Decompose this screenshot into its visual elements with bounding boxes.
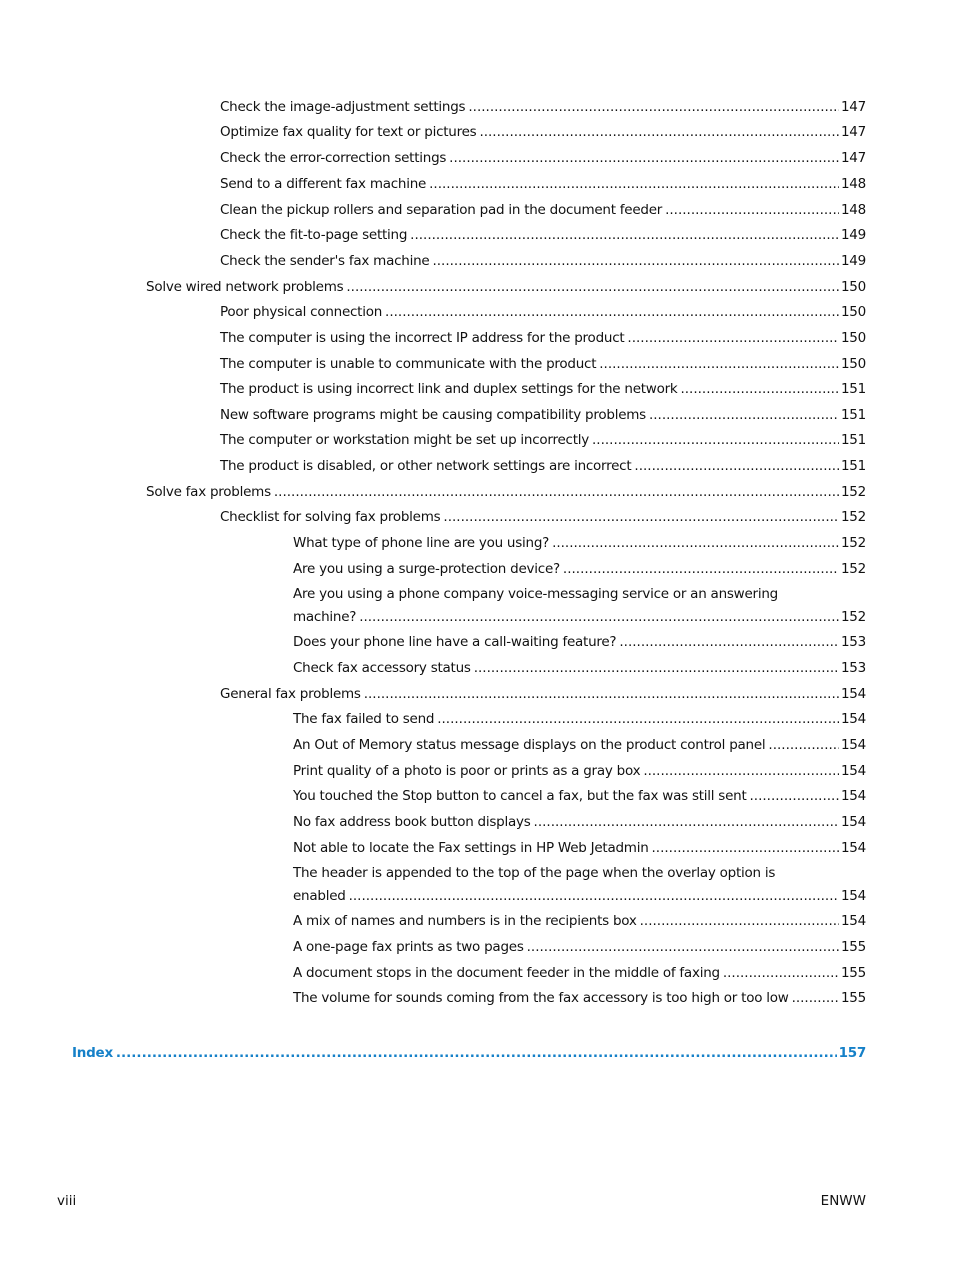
toc-entry-page-number: 154 [840,840,866,856]
dot-leader [723,962,839,985]
toc-entry-page-number: 151 [840,407,866,423]
toc-entry[interactable] [220,250,866,273]
toc-entry[interactable] [293,987,866,1010]
toc-entry-page-number: 148 [840,202,866,218]
toc-entry-title-line: The header is appended to the top of the page when the overlay option is [293,865,776,881]
toc-entry-title: No fax address book button displays [293,814,531,830]
toc-entry-page-number: 154 [840,913,866,929]
toc-entry[interactable] [293,811,866,834]
toc-entry-row [293,760,866,783]
dot-leader [649,404,839,427]
dot-leader [437,708,839,731]
toc-entry-page-number: 154 [840,888,866,904]
toc-entry-title: What type of phone line are you using? [293,535,550,551]
toc-entry-page-number: 155 [840,990,866,1006]
toc-entry[interactable] [220,429,866,452]
toc-entry-page-number: 153 [840,634,866,650]
toc-entry-row [146,481,866,504]
toc-entry-title: The product is using incorrect link and duplex settings for the network [220,381,678,397]
toc-entry-page-number: 152 [840,535,866,551]
toc-entry-row [220,455,866,478]
dot-leader [750,785,839,808]
toc-entry[interactable] [293,734,866,757]
toc-entry-row [293,910,866,933]
dot-leader [552,532,839,555]
toc-entry-row [220,301,866,324]
toc-entry-page-number: 151 [840,381,866,397]
toc-entry-page-number: 154 [840,686,866,702]
toc-entry-title: The volume for sounds coming from the fax accessory is too high or too low [293,990,789,1006]
dot-leader [627,327,839,350]
toc-entry-page-number: 153 [840,660,866,676]
toc-entry-title: The fax failed to send [293,711,435,727]
dot-leader [599,353,839,376]
toc-entry[interactable] [220,404,866,427]
toc-entry[interactable] [293,583,866,629]
toc-entry-title: Check fax accessory status [293,660,471,676]
toc-entry-row [293,532,866,555]
toc-entry-title: Check the error-correction settings [220,150,447,166]
dot-leader [274,481,839,504]
toc-entry-page-number: 155 [840,939,866,955]
toc-entry-title: Send to a different fax machine [220,176,427,192]
toc-entry-page-number: 150 [840,356,866,372]
dot-leader [359,606,839,629]
toc-entry-title: Poor physical connection [220,304,383,320]
toc-entry-row [220,506,866,529]
toc-entry-row [293,987,866,1010]
toc-entry[interactable] [293,862,866,908]
toc-entry[interactable] [293,910,866,933]
toc-entry[interactable] [293,532,866,555]
dot-leader [643,760,839,783]
toc-entry[interactable] [220,327,866,350]
toc-entry-page-number: 154 [840,737,866,753]
toc-entry-index[interactable] [72,1042,866,1065]
dot-leader [385,301,839,324]
toc-entry-row [293,962,866,985]
toc-entry-page-number: 152 [840,509,866,525]
toc-entry-row [220,173,866,196]
toc-entry-title: The computer is unable to communicate with the product [220,356,597,372]
toc-entry-row [220,224,866,247]
dot-leader [634,455,839,478]
toc-entry[interactable] [293,558,866,581]
toc-entry-page-number: 152 [840,561,866,577]
toc-entry-page-number: 147 [840,124,866,140]
toc-entry[interactable] [220,301,866,324]
toc-entry-row [293,885,866,908]
toc-entry-page-number: 154 [840,763,866,779]
dot-leader [346,276,839,299]
toc-entry-page-number: 154 [840,814,866,830]
toc-entry-page-number: 157 [838,1045,866,1061]
toc-entry-row [220,683,866,706]
dot-leader [619,631,839,654]
toc-entry[interactable] [293,936,866,959]
toc-entry-page-number: 152 [840,484,866,500]
footer-label: ENWW [820,1193,866,1209]
toc-entry-title: Index [72,1045,113,1061]
toc-entry[interactable] [220,683,866,706]
toc-entry-title: Clean the pickup rollers and separation pad in the document feeder [220,202,663,218]
dot-leader [468,96,839,119]
toc-entry-title: Check the sender's fax machine [220,253,430,269]
toc-entry-row [220,404,866,427]
toc-entry-row [293,631,866,654]
toc-entry-title: Solve fax problems [146,484,271,500]
toc-entry-title: You touched the Stop button to cancel a fax, but the fax was still sent [293,788,747,804]
toc-entry[interactable] [293,785,866,808]
toc-entry-page-number: 149 [840,227,866,243]
toc-entry[interactable] [293,657,866,680]
toc-entry-title: Print quality of a photo is poor or prints as a gray box [293,763,641,779]
toc-entry-page-number: 151 [840,458,866,474]
toc-entry-page-number: 147 [840,150,866,166]
toc-entry-title: An Out of Memory status message displays on the product control panel [293,737,766,753]
toc-entry-row [293,708,866,731]
dot-leader [432,250,839,273]
toc-entry-row [72,1042,866,1065]
toc-entry[interactable] [220,96,866,119]
toc-entry-title: Check the image-adjustment settings [220,99,466,115]
dot-leader [652,837,839,860]
toc-entry-row [293,837,866,860]
dot-leader [792,987,839,1010]
toc-entry-title: Not able to locate the Fax settings in HP Web Jetadmin [293,840,649,856]
toc-entry-title: Checklist for solving fax problems [220,509,441,525]
toc-entry-title-line: Are you using a phone company voice-messaging service or an answering [293,586,778,602]
toc-entry-page-number: 152 [840,609,866,625]
dot-leader [640,910,839,933]
toc-entry-page-number: 150 [840,304,866,320]
toc-entry-row [220,250,866,273]
dot-leader [449,147,839,170]
toc-entry[interactable] [220,455,866,478]
dot-leader [429,173,839,196]
toc-entry-row [220,147,866,170]
toc-entry-page-number: 150 [840,279,866,295]
dot-leader [665,199,839,222]
toc-entry[interactable] [220,353,866,376]
toc-entry-title: Are you using a surge-protection device? [293,561,560,577]
page-number: viii [57,1193,77,1209]
dot-leader [410,224,839,247]
toc-entry-row [220,429,866,452]
dot-leader [592,429,839,452]
toc-entry-title: The computer or workstation might be set up incorrectly [220,432,590,448]
toc-entry-row [146,276,866,299]
toc-entry[interactable] [220,378,866,401]
toc-entry-title: Optimize fax quality for text or pictures [220,124,477,140]
toc-entry-title: Does your phone line have a call-waiting feature? [293,634,617,650]
toc-entry[interactable] [220,173,866,196]
toc-entry-page-number: 151 [840,432,866,448]
dot-leader [364,683,839,706]
toc-entry-row [220,121,866,144]
toc-entry-page-number: 154 [840,788,866,804]
toc-entry-title: A one-page fax prints as two pages [293,939,524,955]
toc-entry[interactable] [220,121,866,144]
dot-leader [768,734,839,757]
toc-entry-row [220,199,866,222]
toc-entry-row [293,811,866,834]
dot-leader [349,885,839,908]
toc-entry-row [220,327,866,350]
toc-entry-title: Check the fit-to-page setting [220,227,408,243]
dot-leader [474,657,839,680]
toc-entry[interactable] [293,962,866,985]
toc-entry-row [220,353,866,376]
toc-entry-page-number: 148 [840,176,866,192]
toc-entry[interactable] [146,481,866,504]
toc-entry[interactable] [220,224,866,247]
toc-entry[interactable] [293,760,866,783]
toc-entry-title: General fax problems [220,686,361,702]
toc-entry-row [293,606,866,629]
toc-entry-title: machine? [293,609,357,625]
toc-entry-page-number: 155 [840,965,866,981]
toc-entry-title: New software programs might be causing compatibility problems [220,407,646,423]
toc-entry-title: enabled [293,888,346,904]
toc-entry-row [293,936,866,959]
toc-entry[interactable] [220,199,866,222]
dot-leader [116,1042,837,1065]
toc-entry-title: The product is disabled, or other network settings are incorrect [220,458,632,474]
toc-entry-page-number: 150 [840,330,866,346]
toc-entry-title: A mix of names and numbers is in the recipients box [293,913,637,929]
toc-entry-row [293,558,866,581]
toc-entry-row [293,785,866,808]
dot-leader [443,506,839,529]
toc-entry-title: A document stops in the document feeder in the middle of faxing [293,965,720,981]
toc-entry-row [293,734,866,757]
toc-entry[interactable] [293,837,866,860]
toc-entry-title: The computer is using the incorrect IP address for the product [220,330,625,346]
toc-entry-page-number: 154 [840,711,866,727]
dot-leader [563,558,839,581]
toc-entry-page-number: 147 [840,99,866,115]
toc-entry-page-number: 149 [840,253,866,269]
toc-entry[interactable] [146,276,866,299]
toc-entry[interactable] [220,147,866,170]
toc-entry-row [220,96,866,119]
toc-entry[interactable] [220,506,866,529]
toc-entry[interactable] [293,631,866,654]
toc-entry-title: Solve wired network problems [146,279,344,295]
toc-entry-row [220,378,866,401]
dot-leader [534,811,839,834]
dot-leader [527,936,839,959]
toc-entry-row [293,657,866,680]
dot-leader [680,378,839,401]
toc-entry[interactable] [293,708,866,731]
dot-leader [479,121,839,144]
